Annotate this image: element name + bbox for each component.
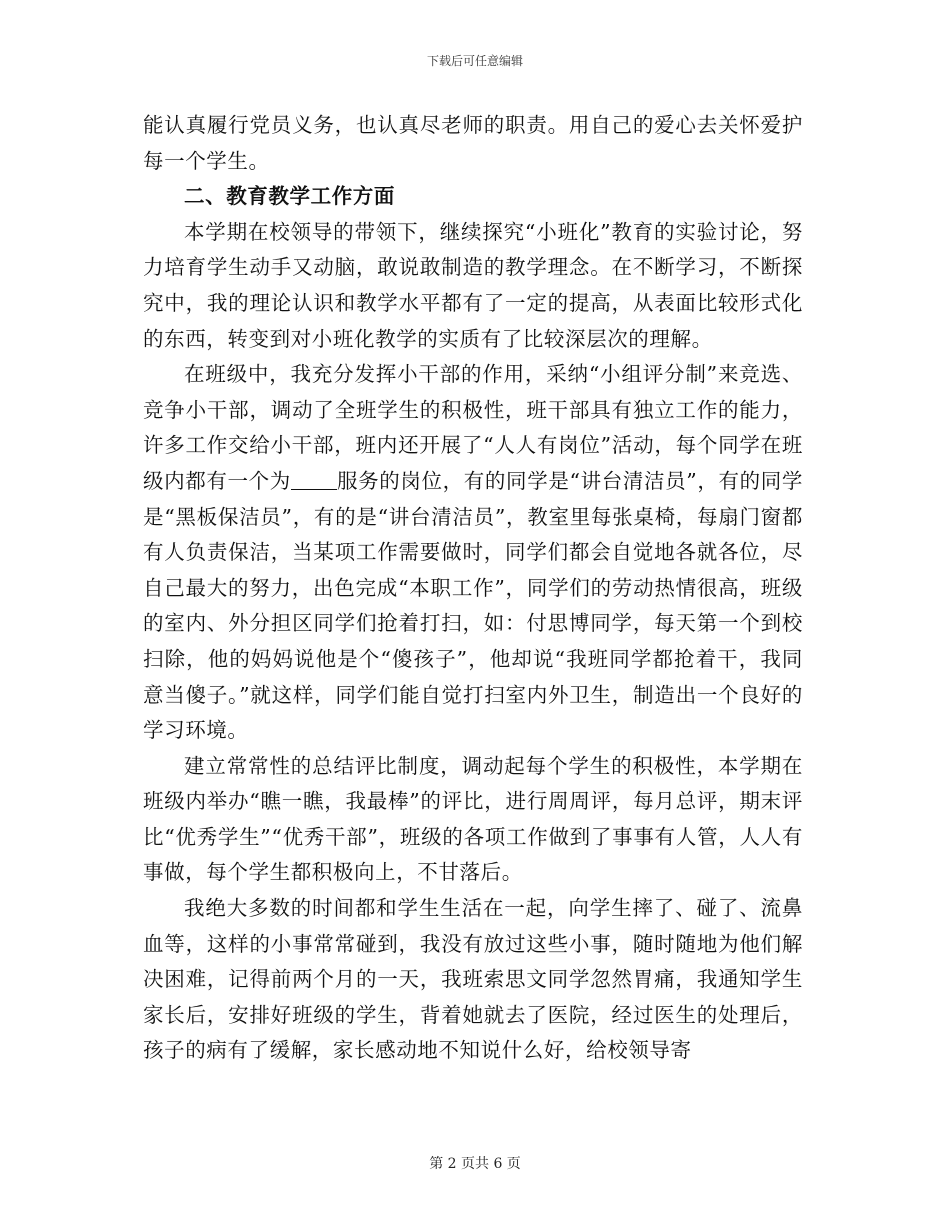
page-footer: 第 2 页共 6 页 [429, 1156, 521, 1172]
page-header: 下载后可任意编辑 [426, 54, 523, 68]
paragraph-class-cadres [143, 357, 803, 749]
document-body [143, 108, 803, 1069]
paragraph-teaching-research: 本学期在校领导的带领下，继续探究“小班化”教育的实验讨论，努力培育学生动手又动脑，敢说敢制造的教学理念。在不断学习，不断探究中，我的理论认识和教学水平都有了一定的提高，从表面比较形式化的东西，转变到对小班化教学的实质有了比较深层次的理解。 [143, 219, 803, 351]
section-heading: 二、教育教学工作方面 [184, 184, 395, 209]
paragraph-class-cadres-part2: 服务的岗位，有的同学是“讲台清洁员”，有的同学是“黑板保洁员”，有的是“讲台清洁员”，教室里每张桌椅，每扇门窗都有人负责保洁，当某项工作需要做时，同学们都会自觉地各就各位，尽自己最大的努力，出色完成“本职工作”，同学们的劳动热情很高，班级的室内、外分担区同学们抢着打扫，如：付思博同学，每天第一个到校扫除，他的妈妈说他是个“傻孩子”，他却说“我班同学都抢着干，我同意当傻子。”就这样，同学们能自觉打扫室内外卫生，制造出一个良好的学习环境。 [143, 468, 804, 743]
paragraph-continued: 能认真履行党员义务，也认真尽老师的职责。用自己的爱心去关怀爱护每一个学生。 [143, 113, 803, 173]
paragraph-class-cadres-part1: 在班级中，我充分发挥小干部的作用，采纳“小组评分制”来竞选、竞争小干部，调动了全班学生的积极性，班干部具有独立工作的能力，许多工作交给小干部，班内还开展了“人人有岗位”活动，每个同学在班级内都有一个为 [143, 362, 803, 493]
paragraph-student-care: 我绝大多数的时间都和学生生活在一起，向学生摔了、碰了、流鼻血等，这样的小事常常碰到，我没有放过这些小事，随时随地为他们解决困难，记得前两个月的一天，我班索思文同学忽然胃痛，我通知学生家长后，安排好班级的学生，背着她就去了医院，经过医生的处理后，孩子的病有了缓解，家长感动地不知说什么好，给校领导寄 [143, 896, 803, 1063]
paragraph-evaluation-system: 建立常常性的总结评比制度，调动起每个学生的积极性，本学期在班级内举办“瞧一瞧，我最棒”的评比，进行周周评，每月总评，期末评比“优秀学生”“优秀干部”，班级的各项工作做到了事事有人管，人人有事做，每个学生都积极向上，不甘落后。 [143, 753, 803, 885]
fill-in-blank [291, 468, 337, 490]
